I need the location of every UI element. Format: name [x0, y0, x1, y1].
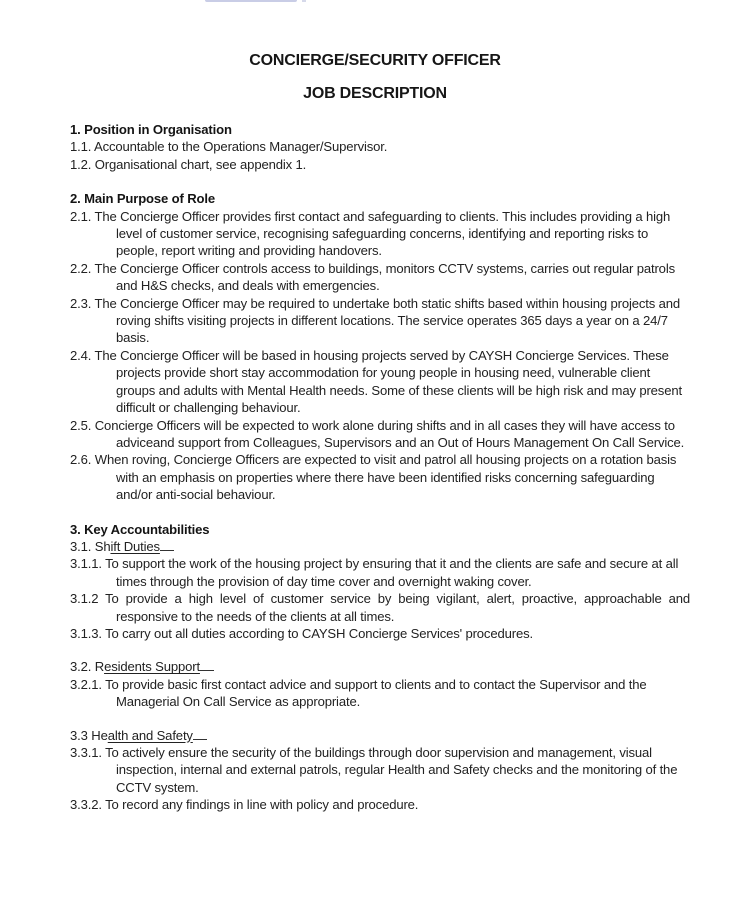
item-number: 3.1.2 — [70, 591, 99, 607]
item-number: 2.6. — [70, 452, 92, 468]
item-text: Concierge Officers will be expected to work alone during shifts and in all cases they will have access to adviceand support from Colleagues, Supervisors and an Out of Hours Management On Call Service. — [94, 417, 685, 450]
subsection-title-prefix: He — [91, 727, 108, 743]
top-page-edge-mark — [302, 0, 306, 2]
item-text: To provide basic first contact advice and support to clients and to contact the Supervisor and the Managerial On Call Service as appropriate. — [105, 676, 647, 710]
item-number: 2.1. — [70, 208, 92, 224]
list-item — [70, 138, 690, 155]
item-number: 2.3. — [70, 295, 92, 311]
item-number: 2.5. — [70, 417, 92, 433]
item-text: The Concierge Officer controls access to buildings, monitors CCTV systems, carries out regular patrols and H&S checks, and deals with emergencies. — [94, 260, 675, 294]
subsection-title: esidents Support — [104, 659, 200, 675]
section-main-purpose-of-role — [70, 190, 690, 503]
item-number: 1.2. — [70, 156, 92, 172]
list-item — [70, 676, 690, 711]
list-item — [70, 744, 690, 796]
section-heading: 3. Key Accountabilities — [70, 521, 210, 537]
subsection-title: ift Duties — [110, 538, 160, 554]
item-text: The Concierge Officer will be based in housing projects served by CAYSH Concierge Services. These projects provide short stay accommodation for young people in housing need, vulnerable client groups and adults with Mental Health needs. Some of these clients will be high risk and may present difficult or challenging behaviour. — [94, 347, 682, 416]
section-key-accountabilities — [70, 521, 690, 814]
item-text: To record any findings in line with policy and procedure. — [105, 797, 419, 813]
subsection-health-and-safety — [70, 727, 690, 814]
item-text: To support the work of the housing project by ensuring that it and the clients are safe and secure at all times through the provision of day time cover and overnight waking cover. — [105, 556, 679, 589]
item-text: The Concierge Officer may be required to undertake both static shifts based within housing projects and roving shifts visiting projects in different locations. The service operates 365 days a year on a 24/7 basis. — [94, 295, 681, 346]
item-number: 3.3.2. — [70, 797, 102, 813]
list-item — [70, 295, 690, 347]
subsection-number: 3.3 — [70, 727, 88, 743]
underline-trail — [160, 538, 174, 551]
list-item — [70, 796, 690, 813]
subsection-title: alth and Safety — [107, 727, 193, 743]
item-number: 3.1.1. — [70, 556, 102, 572]
subsection-residents-support — [70, 658, 690, 710]
subsection-number: 3.1. — [70, 538, 92, 554]
top-page-edge-decoration — [205, 0, 297, 2]
item-number: 2.4. — [70, 347, 92, 363]
list-item — [70, 590, 690, 625]
section-heading: 2. Main Purpose of Role — [70, 191, 215, 207]
list-item — [70, 555, 690, 590]
document-title: CONCIERGE/SECURITY OFFICER — [249, 52, 501, 69]
list-item — [70, 156, 690, 173]
item-text: The Concierge Officer provides first contact and safeguarding to clients. This includes providing a high level of customer service, recognising safeguarding concerns, identifying and reporting risks to people, report writing and providing handovers. — [94, 208, 671, 259]
underline-trail — [193, 727, 207, 740]
subsection-number: 3.2. — [70, 659, 92, 675]
item-text: Organisational chart, see appendix 1. — [94, 156, 307, 172]
item-text: Accountable to the Operations Manager/Supervisor. — [94, 139, 388, 155]
list-item — [70, 347, 690, 417]
item-text: To provide a high level of customer service by being vigilant, alert, proactive, approachable and responsive to the needs of the clients at all times. — [105, 591, 690, 624]
item-number: 3.3.1. — [70, 745, 102, 760]
list-item — [70, 208, 690, 260]
section-heading: 1. Position in Organisation — [70, 122, 232, 137]
underline-trail — [200, 658, 214, 671]
item-text: When roving, Concierge Officers are expected to visit and patrol all housing projects on a rotation basis with an emphasis on properties where there have been identified risks concerning safeguarding and/or anti-social behaviour. — [94, 452, 677, 503]
item-number: 3.2.1. — [70, 676, 102, 692]
document-subtitle: JOB DESCRIPTION — [303, 85, 447, 102]
item-number: 2.2. — [70, 260, 92, 276]
subsection-heading — [70, 538, 690, 555]
document-body — [70, 121, 690, 814]
subsection-heading — [70, 727, 690, 744]
subsection-title-prefix: R — [94, 659, 105, 675]
subsection-title-prefix: Sh — [94, 538, 111, 554]
subsection-heading — [70, 658, 690, 675]
list-item — [70, 417, 690, 452]
item-number: 3.1.3. — [70, 625, 102, 641]
subsection-shift-duties — [70, 538, 690, 642]
list-item — [70, 260, 690, 295]
list-item — [70, 451, 690, 503]
section-position-in-organisation — [70, 121, 690, 173]
item-text: To carry out all duties according to CAYSH Concierge Services' procedures. — [105, 625, 533, 641]
item-number: 1.1. — [70, 139, 92, 155]
list-item — [70, 625, 690, 642]
item-text: To actively ensure the security of the buildings through door supervision and management, visual inspection, internal and external patrols, regular Health and Safety checks and the monitoring of the CCTV system. — [105, 745, 678, 795]
